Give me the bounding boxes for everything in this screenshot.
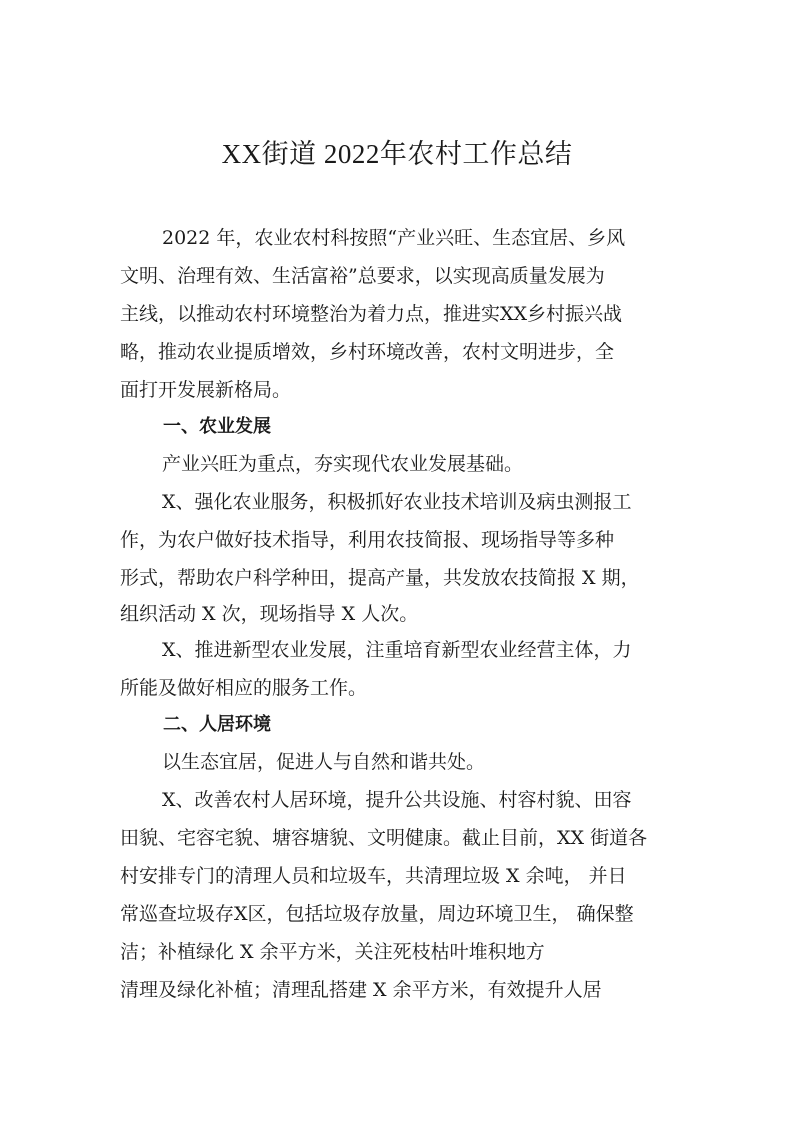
section1-p1-line-2: 作，为农户做好技术指导，利用农技简报、现场指导等多种 (120, 529, 615, 551)
intro-line-2: 文明、治理有效、生活富裕”总要求，以实现高质量发展为 (120, 265, 605, 287)
section2-p1-line-1: X、改善农村人居环境，提升公共设施、村容村貌、田容 (162, 789, 632, 811)
section1-p2-line-1: X、推进新型农业发展，注重培育新型农业经营主体，力 (162, 639, 632, 661)
section-heading-living-environment: 二、人居环境 (163, 714, 271, 735)
section2-p1-line-3: 村安排专门的清理人员和垃圾车，共清理垃圾 X 余吨， 并日 (120, 865, 627, 887)
section2-lead: 以生态宜居，促进人与自然和谐共处。 (162, 751, 486, 773)
intro-line-4: 略，推动农业提质增效，乡村环境改善，农村文明进步，全 (120, 341, 615, 363)
intro-line-5: 面打开发展新格局。 (120, 379, 292, 401)
section2-p1-line-2: 田貌、宅容宅貌、塘容塘貌、文明健康。截止目前，XX 街道各 (120, 827, 648, 849)
intro-line-1: 2022 年，农业农村科按照“产业兴旺、生态宜居、乡风 (162, 227, 626, 249)
section2-p1-line-5: 洁；补植绿化 X 余平方米，关注死枝枯叶堆积地方 (120, 941, 545, 963)
section2-p1-line-6: 清理及绿化补植；清理乱搭建 X 余平方米，有效提升人居 (120, 979, 602, 1001)
section-heading-agriculture: 一、农业发展 (163, 416, 271, 437)
section1-p2-line-2: 所能及做好相应的服务工作。 (120, 677, 368, 699)
section1-p1-line-3: 形式，帮助农户科学种田，提高产量，共发放农技简报 X 期， (120, 567, 640, 589)
section1-p1-line-1: X、强化农业服务，积极抓好农业技术培训及病虫测报工 (162, 491, 632, 513)
section1-p1-line-4: 组织活动 X 次，现场指导 X 人次。 (120, 603, 419, 625)
section1-lead: 产业兴旺为重点，夯实现代农业发展基础。 (162, 453, 524, 475)
intro-line-3: 主线，以推动农村环境整治为着力点，推进实XX乡村振兴战 (120, 303, 623, 325)
document-title: XX街道 2022年农村工作总结 (221, 139, 573, 169)
section2-p1-line-4: 常巡查垃圾存X区，包括垃圾存放量，周边环境卫生， 确保整 (120, 903, 634, 925)
